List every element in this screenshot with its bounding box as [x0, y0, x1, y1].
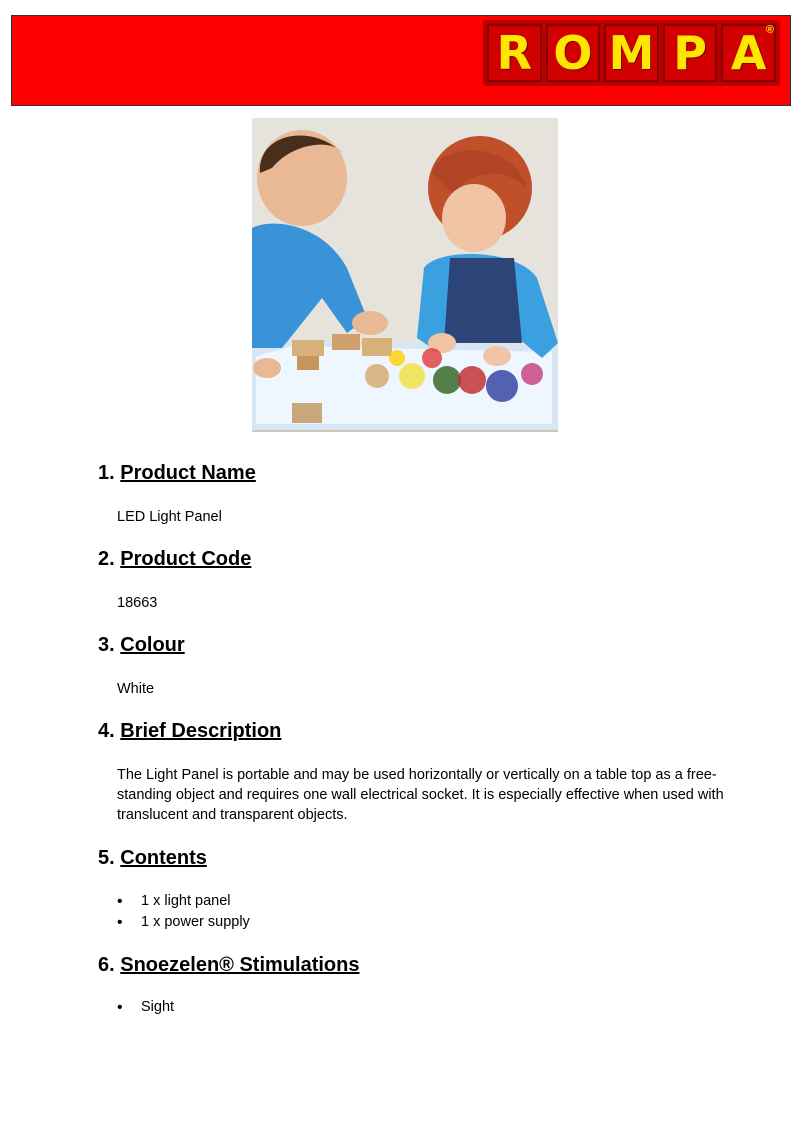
- section-number: 3.: [98, 634, 115, 656]
- product-photo: [252, 118, 558, 432]
- section-heading-product-code: [98, 547, 251, 571]
- section-number: 5.: [98, 847, 115, 869]
- colour-value: White: [117, 681, 155, 697]
- product-code-value: 18663: [117, 595, 158, 611]
- logo-letter: A: [721, 24, 776, 82]
- list-item: • Sight: [117, 997, 174, 1018]
- logo-letter: P: [663, 24, 718, 82]
- logo-letter: R: [487, 24, 542, 82]
- section-number: 6.: [98, 954, 115, 976]
- list-item: • 1 x power supply: [117, 912, 250, 933]
- rompa-logo: [483, 20, 780, 86]
- section-number: 2.: [98, 548, 115, 570]
- section-number: 1.: [98, 462, 115, 484]
- product-name-value: LED Light Panel: [117, 509, 222, 525]
- section-title: Brief Description: [120, 720, 282, 742]
- section-heading-product-name: [98, 461, 256, 485]
- section-heading-colour: [98, 633, 185, 657]
- section-number: 4.: [98, 720, 115, 742]
- section-title: Product Name: [120, 462, 256, 484]
- stimulations-list: [117, 997, 174, 1018]
- list-item: • 1 x light panel: [117, 891, 250, 912]
- section-heading-contents: [98, 846, 207, 870]
- brief-description-text: The Light Panel is portable and may be used horizontally or vertically on a table top as a free-standing object and requires one wall electrical socket. It is especially effective when used with translucent and transparent objects.: [117, 767, 724, 823]
- section-title: Snoezelen® Stimulations: [120, 954, 360, 976]
- logo-letter: M: [604, 24, 659, 82]
- section-title: Contents: [120, 847, 207, 869]
- logo-letter: O: [546, 24, 601, 82]
- section-heading-snoezelen-stimulations: [98, 953, 359, 977]
- contents-list: [117, 891, 250, 933]
- section-title: Product Code: [120, 548, 252, 570]
- section-title: Colour: [120, 634, 185, 656]
- section-heading-brief-description: [98, 719, 281, 743]
- logo-registered-mark: ®: [765, 24, 774, 36]
